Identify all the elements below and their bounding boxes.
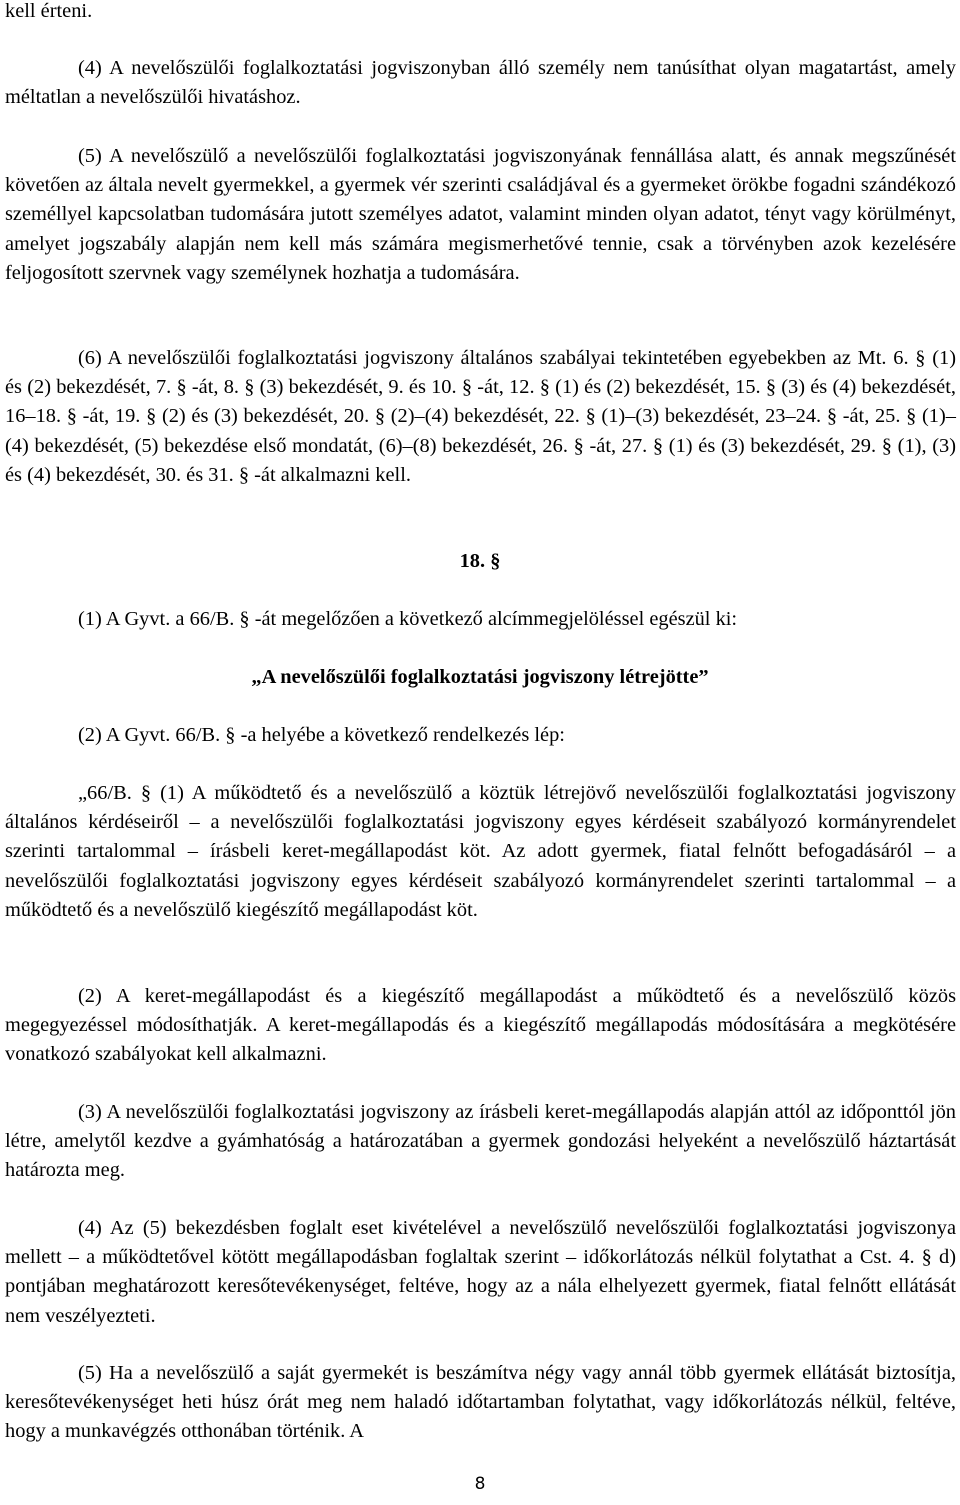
- page-number: 8: [474, 1474, 486, 1494]
- paragraph-fragment: kell érteni.: [5, 0, 93, 22]
- subtitle: „A nevelőszülői foglalkoztatási jogviszony létrejötte”: [251, 666, 709, 688]
- paragraph-18-2: (2) A Gyvt. 66/B. § -a helyébe a következő rendelkezés lép:: [78, 724, 565, 746]
- paragraph-66b-4: (4) Az (5) bekezdésben foglalt eset kivételével a nevelőszülő nevelőszülői foglalkoztatási jogviszonya mellett – a működtetővel kötött megállapodásban foglaltak szerint – időkorlátozás nélkül folytathat a Cst. 4. § d) pontjában meghatározott keresőtevékenységet, feltéve, hogy az a nála elhelyezett gyermek, fiatal felnőtt ellátását nem veszélyezteti.: [5, 1217, 956, 1327]
- paragraph-66b-3: (3) A nevelőszülői foglalkoztatási jogviszony az írásbeli keret-megállapodás alapján attól az időponttól jön létre, amelytől kezdve a gyámhatóság a határozatában a gyermek gondozási helyeként a nevelőszülő háztartását határozta meg.: [5, 1101, 956, 1182]
- paragraph-18-1: (1) A Gyvt. a 66/B. § -át megelőzően a következő alcímmegjelöléssel egészül ki:: [78, 608, 738, 630]
- paragraph-66b-1: „66/B. § (1) A működtető és a nevelőszülő a köztük létrejövő nevelőszülői foglalkoztatási jogviszony általános kérdéseiről – a nevelőszülői foglalkoztatási jogviszony egyes kérdéseit szabályozó kormányrendelet szerinti tartalommal – írásbeli keret-megállapodást köt. Az adott gyermek, fiatal felnőtt befogadásáról – a nevelőszülői foglalkoztatási jogviszony egyes kérdéseit szabályozó kormányrendelet szerinti tartalommal – a működtető és a nevelőszülő kiegészítő megállapodást köt.: [5, 782, 956, 921]
- paragraph-66b-5: (5) Ha a nevelőszülő a saját gyermekét is beszámítva négy vagy annál több gyermek ellátását biztosítja, keresőtevékenységet heti húsz órát meg nem haladó időtartamban folytathat, vagy időkorlátozás nélkül, feltéve, hogy a munkavégzés otthonában történik. A: [5, 1362, 956, 1443]
- paragraph-17-5: (5) A nevelőszülő a nevelőszülői foglalkoztatási jogviszonyának fennállása alatt, és annak megszűnését követően az általa nevelt gyermekkel, a gyermek vér szerinti családjával és a gyermeket örökbe fogadni szándékozó személlyel kapcsolatban tudomására jutott személyes adatot, valamint minden olyan adatot, tényt vagy körülményt, amelyet jogszabály alapján nem kell más számára megismerhetővé tennie, csak a törvényben azok kezelésére feljogosított szervnek vagy személynek hozhatja a tudomására.: [5, 145, 956, 284]
- section-heading: 18. §: [459, 550, 501, 572]
- paragraph-66b-2: (2) A keret-megállapodást és a kiegészítő megállapodást a működtető és a nevelőszülő közös megegyezéssel módosíthatják. A keret-megállapodás és a kiegészítő megállapodás módosítására a megkötésére vonatkozó szabályokat kell alkalmazni.: [5, 985, 956, 1066]
- paragraph-17-4: (4) A nevelőszülői foglalkoztatási jogviszonyban álló személy nem tanúsíthat olyan magatartást, amely méltatlan a nevelőszülői hivatáshoz.: [5, 57, 956, 109]
- paragraph-17-6: (6) A nevelőszülői foglalkoztatási jogviszony általános szabályai tekintetében egyebekben az Mt. 6. § (1) és (2) bekezdését, 7. § -át, 8. § (3) bekezdését, 9. és 10. § -át, 12. § (1) és (2) bekezdését, 15. § (3) és (4) bekezdését, 16–18. § -át, 19. § (2) és (3) bekezdését, 20. § (2)–(4) bekezdését, 22. § (1)–(3) bekezdését, 23–24. § -át, 25. § (1)–(4) bekezdését, (5) bekezdése első mondatát, (6)–(8) bekezdését, 26. § -át, 27. § (1) és (3) bekezdését, 29. § (1), (3) és (4) bekezdését, 30. és 31. § -át alkalmazni kell.: [5, 347, 956, 486]
